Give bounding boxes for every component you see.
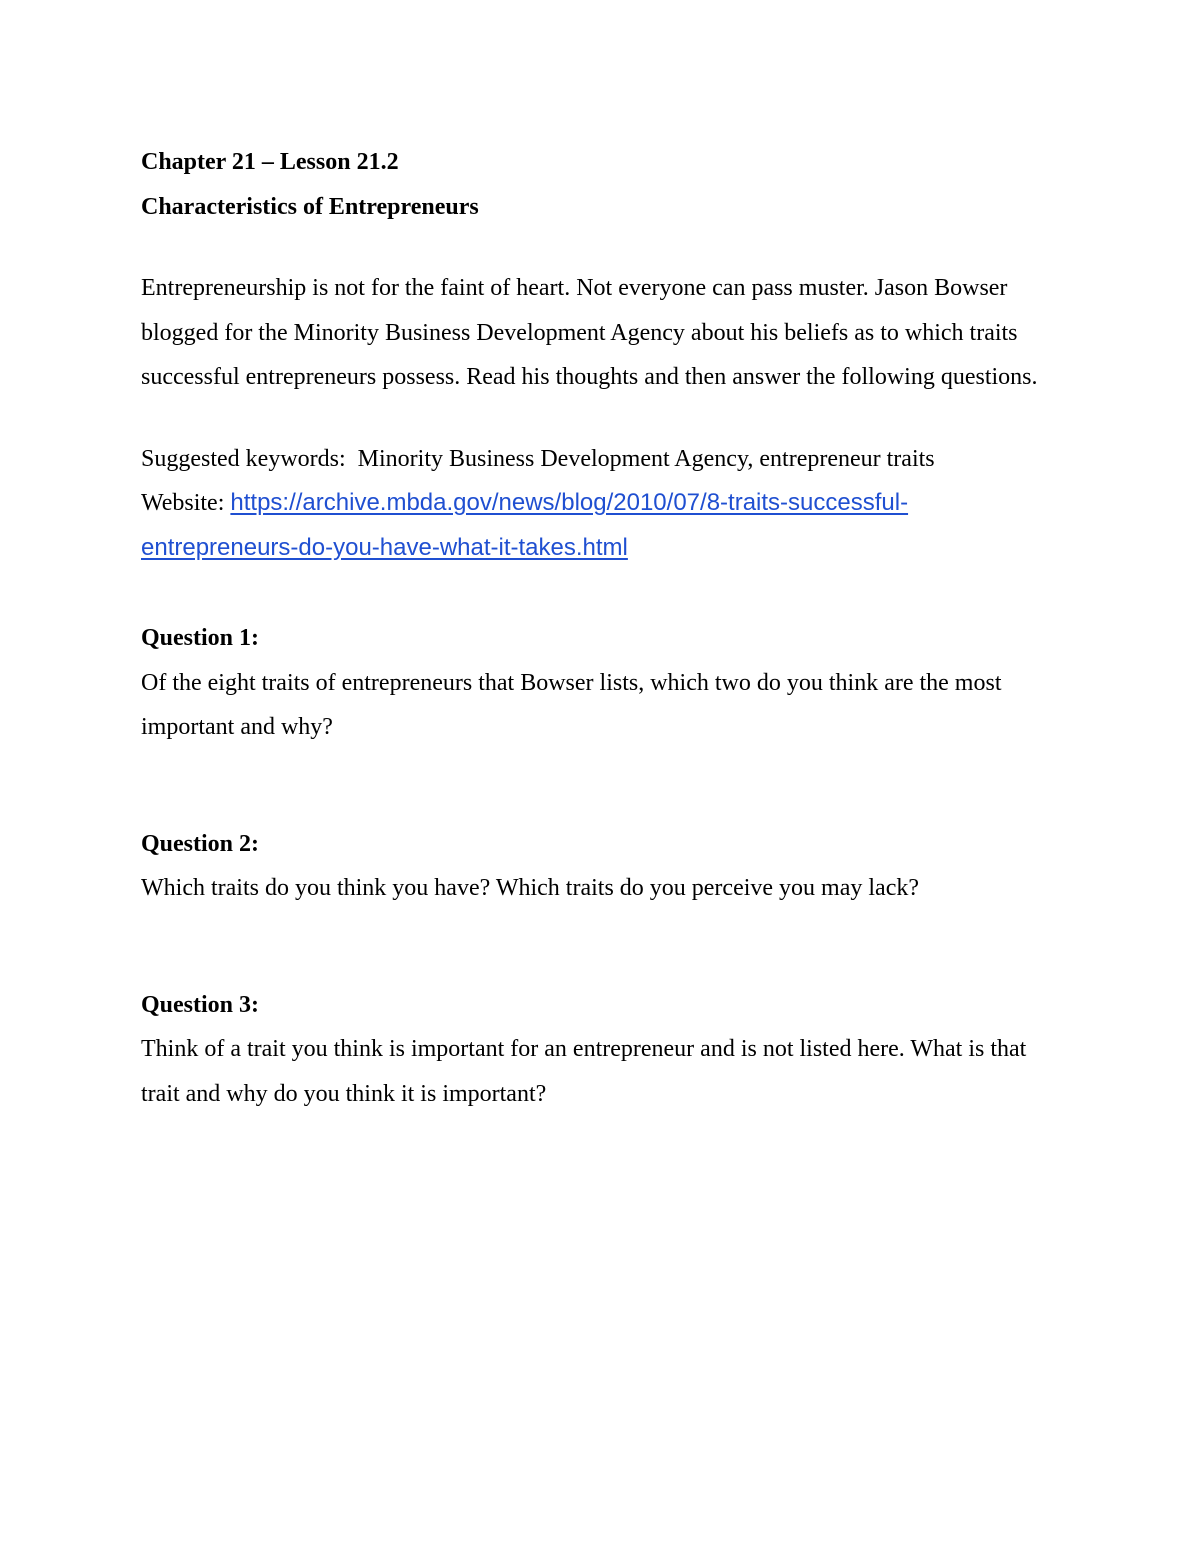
resources-block [141,437,1061,571]
question-3-block [141,983,1061,1117]
keywords-label: Suggested keywords: [141,445,346,472]
question-2-label: Question 2: [141,830,260,857]
question-1-label: Question 1: [141,625,260,651]
question-3-label: Question 3: [141,991,260,1018]
question-3-text: Think of a trait you think is important for an entrepreneur and is not listed here. What is that trait and why do you think it is important? [141,1036,1027,1107]
website-label: Website: [141,490,225,516]
intro-paragraph: Entrepreneurship is not for the faint of heart. Not everyone can pass muster. Jason Bowser blogged for the Minority Business Development Agency about his beliefs as to which traits successful entrepreneurs possess. Read his thoughts and then answer the following questions. [141,275,1038,390]
question-1-block [141,616,1061,750]
question-2-text: Which traits do you think you have? Which traits do you perceive you may lack? [141,875,919,901]
lesson-title: Characteristics of Entrepreneurs [141,193,479,220]
keywords-line [141,437,1061,482]
document-page [141,140,1061,1116]
website-url-line2: entrepreneurs-do-you-have-what-it-takes.html [141,533,628,561]
website-link[interactable] [141,489,908,561]
keywords-value: Minority Business Development Agency, entrepreneur traits [357,445,935,472]
website-url-line1: https://archive.mbda.gov/news/blog/2010/07/8-traits-successful- [230,489,909,516]
chapter-heading: Chapter 21 – Lesson 21.2 [141,149,399,175]
question-1-text: Of the eight traits of entrepreneurs that Bowser lists, which two do you think are the most important and why? [141,669,1002,740]
question-2-block [141,822,1061,911]
website-line [141,481,1061,570]
